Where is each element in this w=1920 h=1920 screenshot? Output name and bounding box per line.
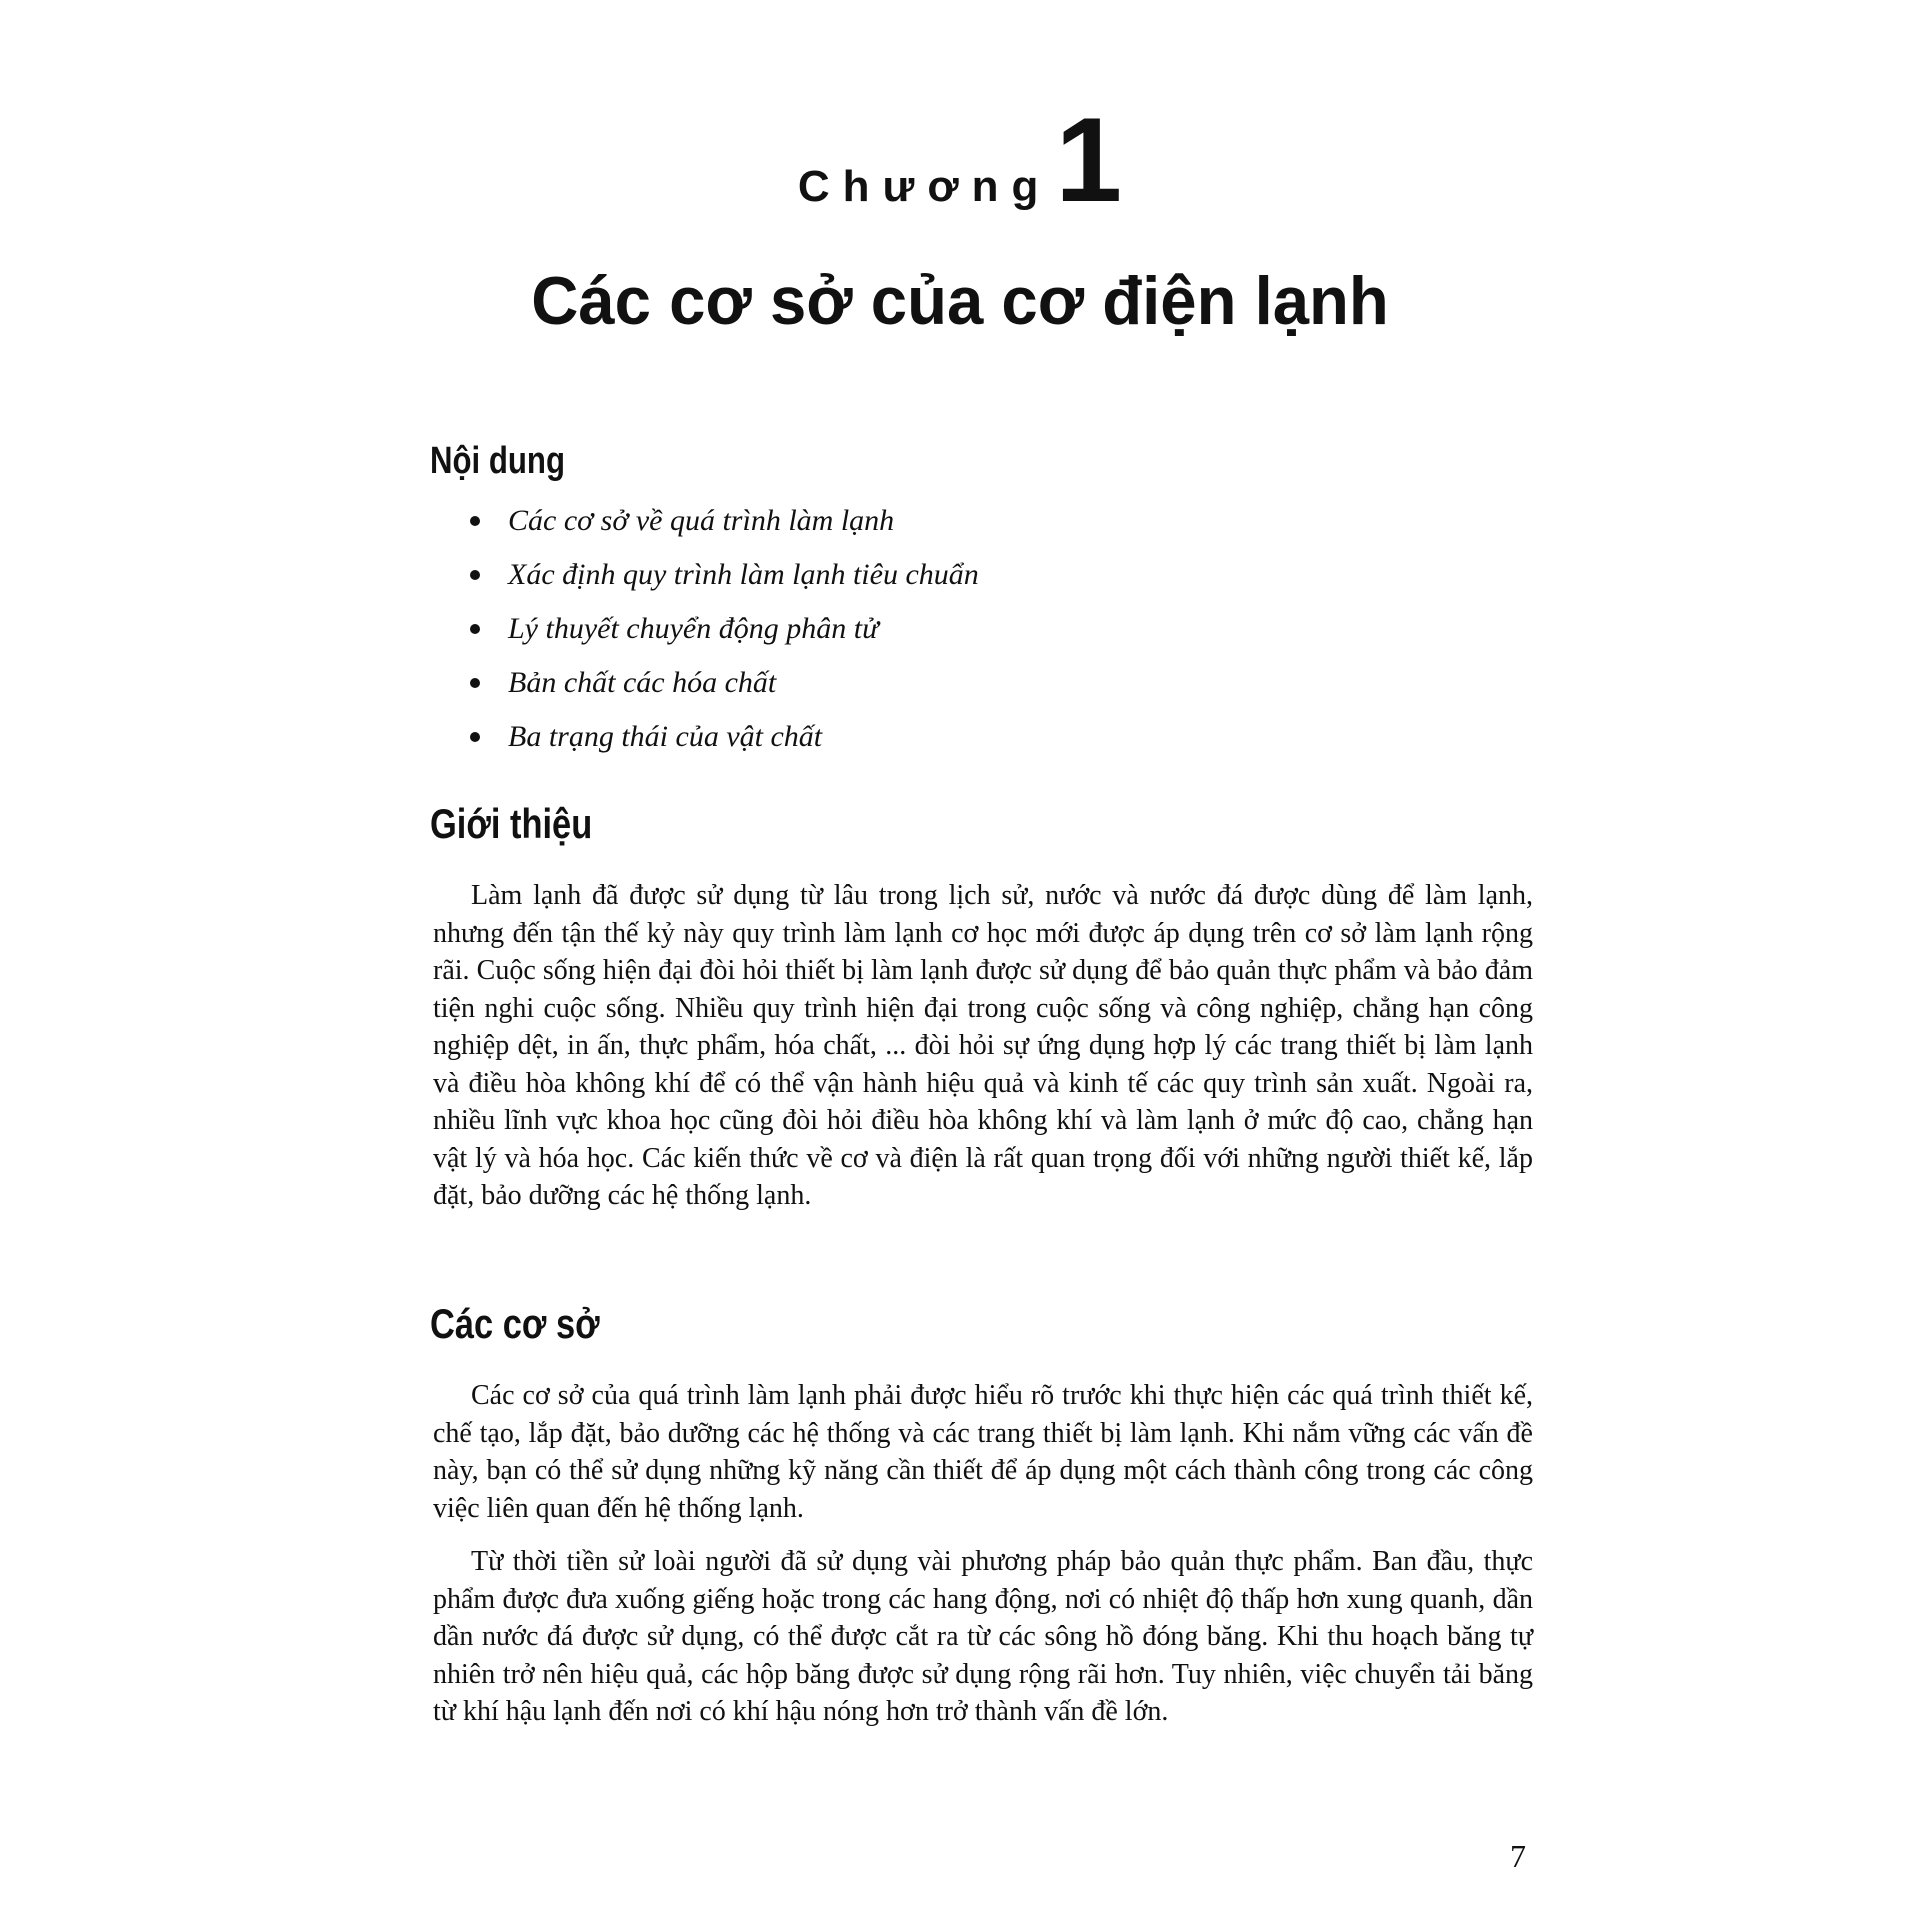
contents-list [470, 494, 979, 764]
basics-heading: Các cơ sở [430, 1300, 600, 1347]
basics-paragraph-1: Các cơ sở của quá trình làm lạnh phải được hiểu rõ trước khi thực hiện các quá trình thiết kế, chế tạo, lắp đặt, bảo dưỡng các hệ thống và các trang thiết bị làm lạnh. Khi nắm vững các vấn đề này, bạn có thể sử dụng những kỹ năng cần thiết để áp dụng một cách thành công trong các công việc liên quan đến hệ thống lạnh. [433, 1380, 1533, 1524]
list-item [470, 710, 979, 764]
chapter-label [0, 93, 1920, 227]
page-number: 7 [1510, 1838, 1526, 1874]
bullet-icon [470, 516, 480, 526]
list-item-text: Ba trạng thái của vật chất [508, 720, 823, 753]
chapter-title: Các cơ sở của cơ điện lạnh [531, 263, 1389, 339]
introduction-paragraph: Làm lạnh đã được sử dụng từ lâu trong lịch sử, nước và nước đá được dùng để làm lạnh, nhưng đến tận thế kỷ này quy trình làm lạnh cơ học mới được áp dụng trên cơ sở làm lạnh rộng rãi. Cuộc sống hiện đại đòi hỏi thiết bị làm lạnh được sử dụng để bảo quản thực phẩm và bảo đảm tiện nghi cuộc sống. Nhiều quy trình hiện đại trong cuộc sống và công nghiệp, chẳng hạn công nghiệp dệt, in ấn, thực phẩm, hóa chất, ... đòi hỏi sự ứng dụng hợp lý các trang thiết bị làm lạnh và điều hòa không khí để có thể vận hành hiệu quả và kinh tế các quy trình sản xuất. Ngoài ra, nhiều lĩnh vực khoa học cũng đòi hỏi điều hòa không khí và làm lạnh ở mức độ cao, chẳng hạn vật lý và hóa học. Các kiến thức về cơ và điện là rất quan trọng đối với những người thiết kế, lắp đặt, bảo dưỡng các hệ thống lạnh. [433, 880, 1533, 1211]
chapter-number: 1 [1055, 93, 1123, 227]
list-item-text: Xác định quy trình làm lạnh tiêu chuẩn [508, 558, 979, 591]
bullet-icon [470, 678, 480, 688]
introduction-heading: Giới thiệu [430, 800, 593, 847]
list-item-text: Bản chất các hóa chất [508, 666, 777, 699]
list-item [470, 656, 979, 710]
bullet-icon [470, 570, 480, 580]
bullet-icon [470, 624, 480, 634]
list-item [470, 494, 979, 548]
contents-heading: Nội dung [430, 440, 565, 482]
list-item [470, 548, 979, 602]
list-item-text: Lý thuyết chuyển động phân tử [508, 612, 879, 645]
bullet-icon [470, 732, 480, 742]
chapter-word: Chương [797, 162, 1052, 211]
list-item-text: Các cơ sở về quá trình làm lạnh [508, 504, 895, 537]
list-item [470, 602, 979, 656]
basics-paragraph-2: Từ thời tiền sử loài người đã sử dụng vài phương pháp bảo quản thực phẩm. Ban đầu, thực phẩm được đưa xuống giếng hoặc trong các hang động, nơi có nhiệt độ thấp hơn xung quanh, dần dần nước đá được sử dụng, có thể được cắt ra từ các sông hồ đóng băng. Khi thu hoạch băng tự nhiên trở nên hiệu quả, các hộp băng được sử dụng rộng rãi hơn. Tuy nhiên, việc chuyển tải băng từ khí hậu lạnh đến nơi có khí hậu nóng hơn trở thành vấn đề lớn. [433, 1546, 1533, 1727]
